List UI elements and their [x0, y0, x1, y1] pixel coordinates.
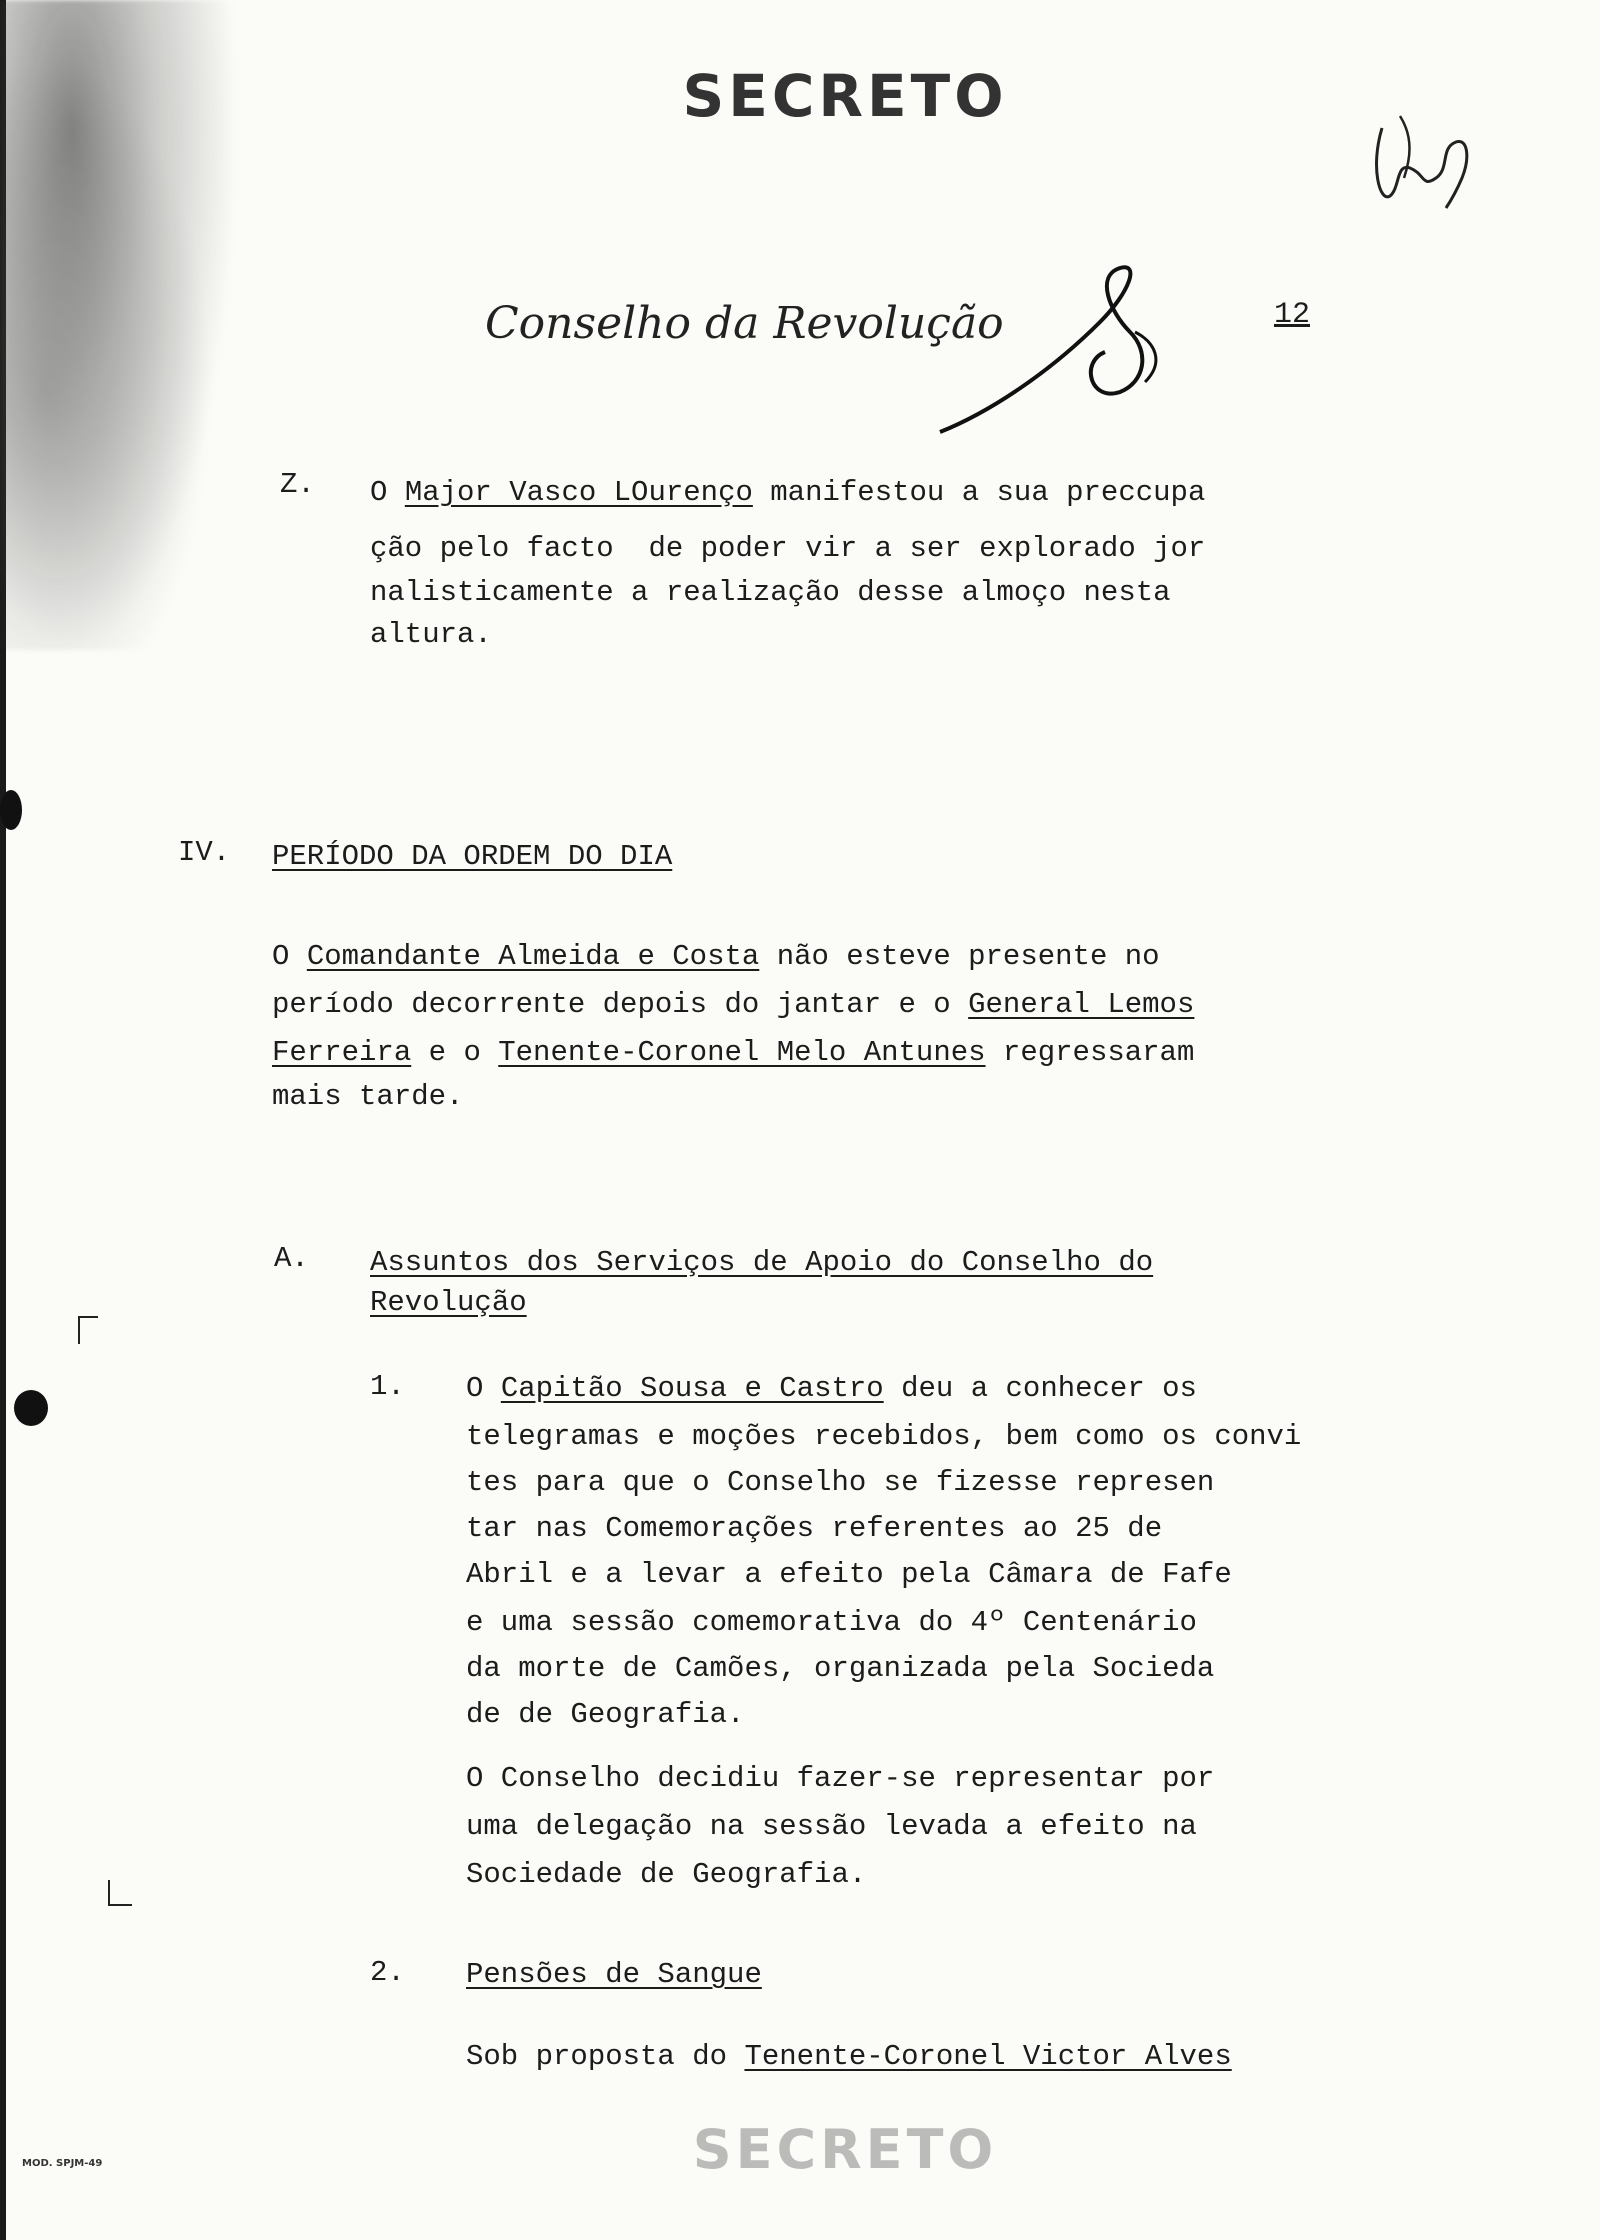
paragraph-iv-line-4: mais tarde.	[272, 1080, 464, 1113]
text-run: O	[466, 1372, 501, 1405]
paragraph-z-line-2: ção pelo facto de poder vir a ser explorado jor	[370, 532, 1206, 565]
person-name: Tenente-Coronel Melo Antunes	[498, 1036, 986, 1069]
subsection-title-a-line-2: Revolução	[370, 1286, 527, 1319]
corner-mark	[78, 1316, 98, 1344]
paragraph-1b-line-2: uma delegação na sessão levada a efeito na	[466, 1810, 1197, 1843]
ink-blot	[0, 790, 22, 830]
item-marker-z: Z.	[280, 468, 315, 501]
item-title-2: Pensões de Sangue	[466, 1958, 762, 1991]
form-code: MOD. SPJM-49	[22, 2158, 103, 2169]
text-run: e o	[411, 1036, 499, 1069]
paragraph-1b-line-3: Sociedade de Geografia.	[466, 1858, 867, 1891]
paragraph-2-line-1	[466, 2034, 1232, 2080]
paragraph-z-line-4: altura.	[370, 618, 492, 651]
paragraph-1-line-1	[466, 1366, 1197, 1412]
page-number: 12	[1274, 298, 1311, 332]
text-run: período decorrente depois do jantar e o	[272, 988, 969, 1021]
paragraph-1-line-2: telegramas e moções recebidos, bem como os convi	[466, 1420, 1302, 1453]
paragraph-1-line-7: da morte de Camões, organizada pela Socieda	[466, 1652, 1215, 1685]
paragraph-z-line-1	[370, 470, 1205, 516]
text-run: deu a conhecer os	[883, 1372, 1197, 1405]
paragraph-iv-line-3	[272, 1030, 1194, 1076]
paragraph-z-line-3: nalisticamente a realização desse almoço nesta	[370, 576, 1171, 609]
person-name: Comandante Almeida e Costa	[306, 940, 760, 973]
item-marker-1: 1.	[370, 1370, 405, 1403]
text-run: manifestou a sua preccupa	[752, 476, 1206, 509]
text-run: não esteve presente no	[759, 940, 1160, 973]
person-name: General Lemos	[968, 988, 1195, 1021]
subsection-title-a-line-1: Assuntos dos Serviços de Apoio do Conselho do	[370, 1246, 1154, 1279]
paragraph-1-line-8: de de Geografia.	[466, 1698, 745, 1731]
item-marker-2: 2.	[370, 1956, 405, 1989]
signature	[930, 262, 1210, 442]
ink-blot	[14, 1390, 48, 1426]
section-title-iv: PERÍODO DA ORDEM DO DIA	[272, 840, 673, 873]
person-name: Major Vasco LOurenço	[404, 476, 753, 509]
subsection-marker-a: A.	[274, 1242, 309, 1275]
person-name: Ferreira	[272, 1036, 412, 1069]
person-name: Tenente-Coronel Victor Alves	[744, 2040, 1232, 2073]
paragraph-1-line-5: Abril e a levar a efeito pela Câmara de Fafe	[466, 1558, 1232, 1591]
paragraph-iv-line-2	[272, 982, 1194, 1028]
text-run: regressaram	[985, 1036, 1195, 1069]
classification-stamp-top: SECRETO	[682, 62, 1008, 130]
text-run: O	[272, 940, 307, 973]
document-header: Conselho da Revolução	[485, 298, 1004, 349]
corner-mark	[108, 1880, 132, 1906]
text-run: O	[370, 476, 405, 509]
handwritten-initials	[1370, 108, 1480, 218]
paragraph-1b-line-1: O Conselho decidiu fazer-se representar por	[466, 1762, 1215, 1795]
paragraph-1-line-4: tar nas Comemorações referentes ao 25 de	[466, 1512, 1163, 1545]
classification-stamp-bottom: SECRETO	[692, 2118, 998, 2181]
paragraph-1-line-6: e uma sessão comemorativa do 4º Centenário	[466, 1606, 1197, 1639]
person-name: Capitão Sousa e Castro	[500, 1372, 884, 1405]
paragraph-iv-line-1	[272, 934, 1160, 980]
text-run: Sob proposta do	[466, 2040, 745, 2073]
paragraph-1-line-3: tes para que o Conselho se fizesse represen	[466, 1466, 1215, 1499]
section-marker-iv: IV.	[178, 836, 231, 869]
